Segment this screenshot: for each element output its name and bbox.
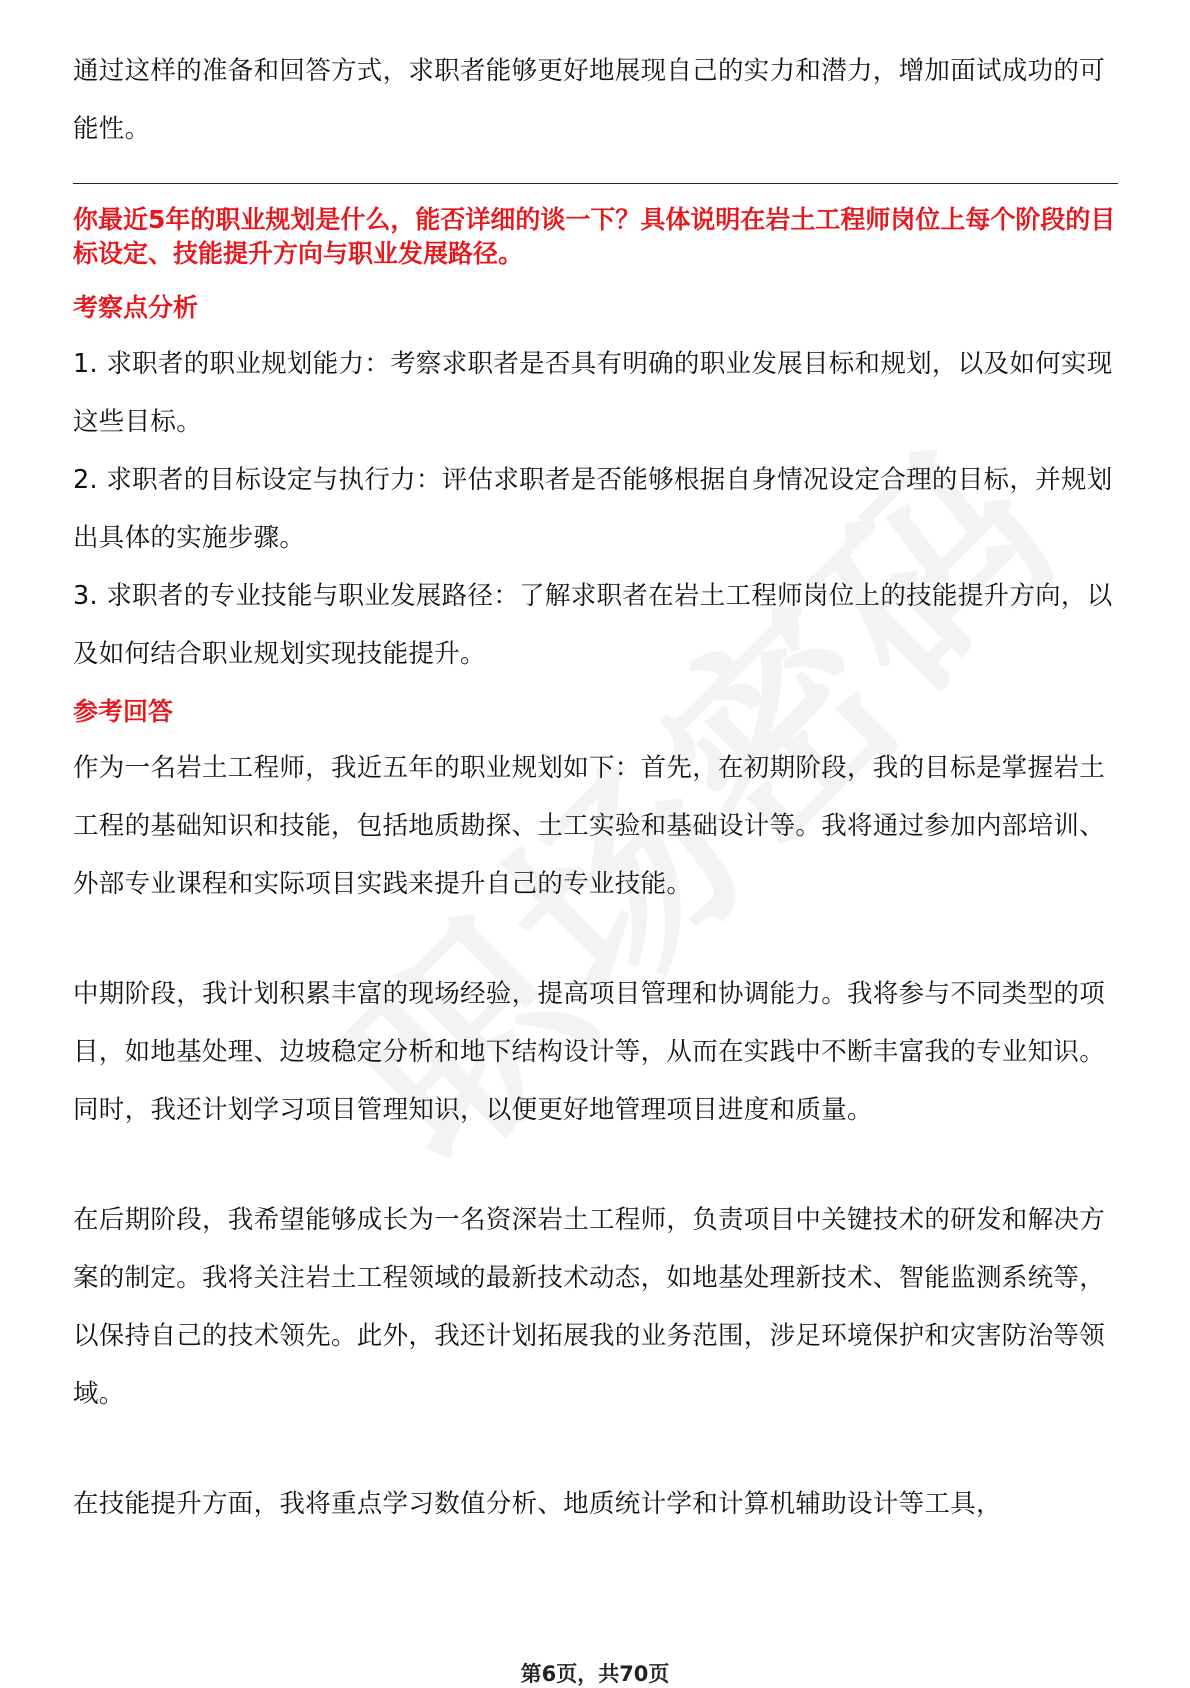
analysis-item: 1. 求职者的职业规划能力：考察求职者是否具有明确的职业发展目标和规划，以及如何实现这些目标。 (73, 349, 1113, 437)
page-content (73, 42, 1118, 1533)
answer-heading: 参考回答 (73, 697, 174, 726)
analysis-item: 3. 求职者的专业技能与职业发展路径：了解求职者在岩土工程师岗位上的技能提升方向，以及如何结合职业规划实现技能提升。 (73, 581, 1113, 669)
paragraph-gap (73, 913, 1118, 965)
answer-paragraph: 中期阶段，我计划积累丰富的现场经验，提高项目管理和协调能力。我将参与不同类型的项目，如地基处理、边坡稳定分析和地下结构设计等，从而在实践中不断丰富我的专业知识。同时，我还计划学习项目管理知识，以便更好地管理项目进度和质量。 (73, 979, 1106, 1125)
intro-paragraph: 通过这样的准备和回答方式，求职者能够更好地展现自己的实力和潜力，增加面试成功的可能性。 (73, 56, 1106, 144)
analysis-item: 2. 求职者的目标设定与执行力：评估求职者是否能够根据自身情况设定合理的目标，并规划出具体的实施步骤。 (73, 465, 1113, 553)
section-divider (73, 183, 1118, 184)
page-number: 第6页，共70页 (520, 1662, 670, 1686)
analysis-heading: 考察点分析 (73, 293, 199, 322)
answer-paragraph: 在技能提升方面，我将重点学习数值分析、地质统计学和计算机辅助设计等工具， (73, 1489, 1002, 1519)
answer-paragraph: 作为一名岩土工程师，我近五年的职业规划如下：首先，在初期阶段，我的目标是掌握岩土工程的基础知识和技能，包括地质勘探、土工实验和基础设计等。我将通过参加内部培训、外部专业课程和实际项目实践来提升自己的专业技能。 (73, 753, 1106, 899)
answer-paragraph: 在后期阶段，我希望能够成长为一名资深岩土工程师，负责项目中关键技术的研发和解决方案的制定。我将关注岩土工程领域的最新技术动态，如地基处理新技术、智能监测系统等，以保持自己的技术领先。此外，我还计划拓展我的业务范围，涉足环境保护和灾害防治等领域。 (73, 1205, 1106, 1409)
paragraph-gap (73, 1423, 1118, 1475)
interview-question: 你最近5年的职业规划是什么，能否详细的谈一下？具体说明在岩土工程师岗位上每个阶段的目标设定、技能提升方向与职业发展路径。 (73, 205, 1116, 268)
paragraph-gap (73, 1139, 1118, 1191)
